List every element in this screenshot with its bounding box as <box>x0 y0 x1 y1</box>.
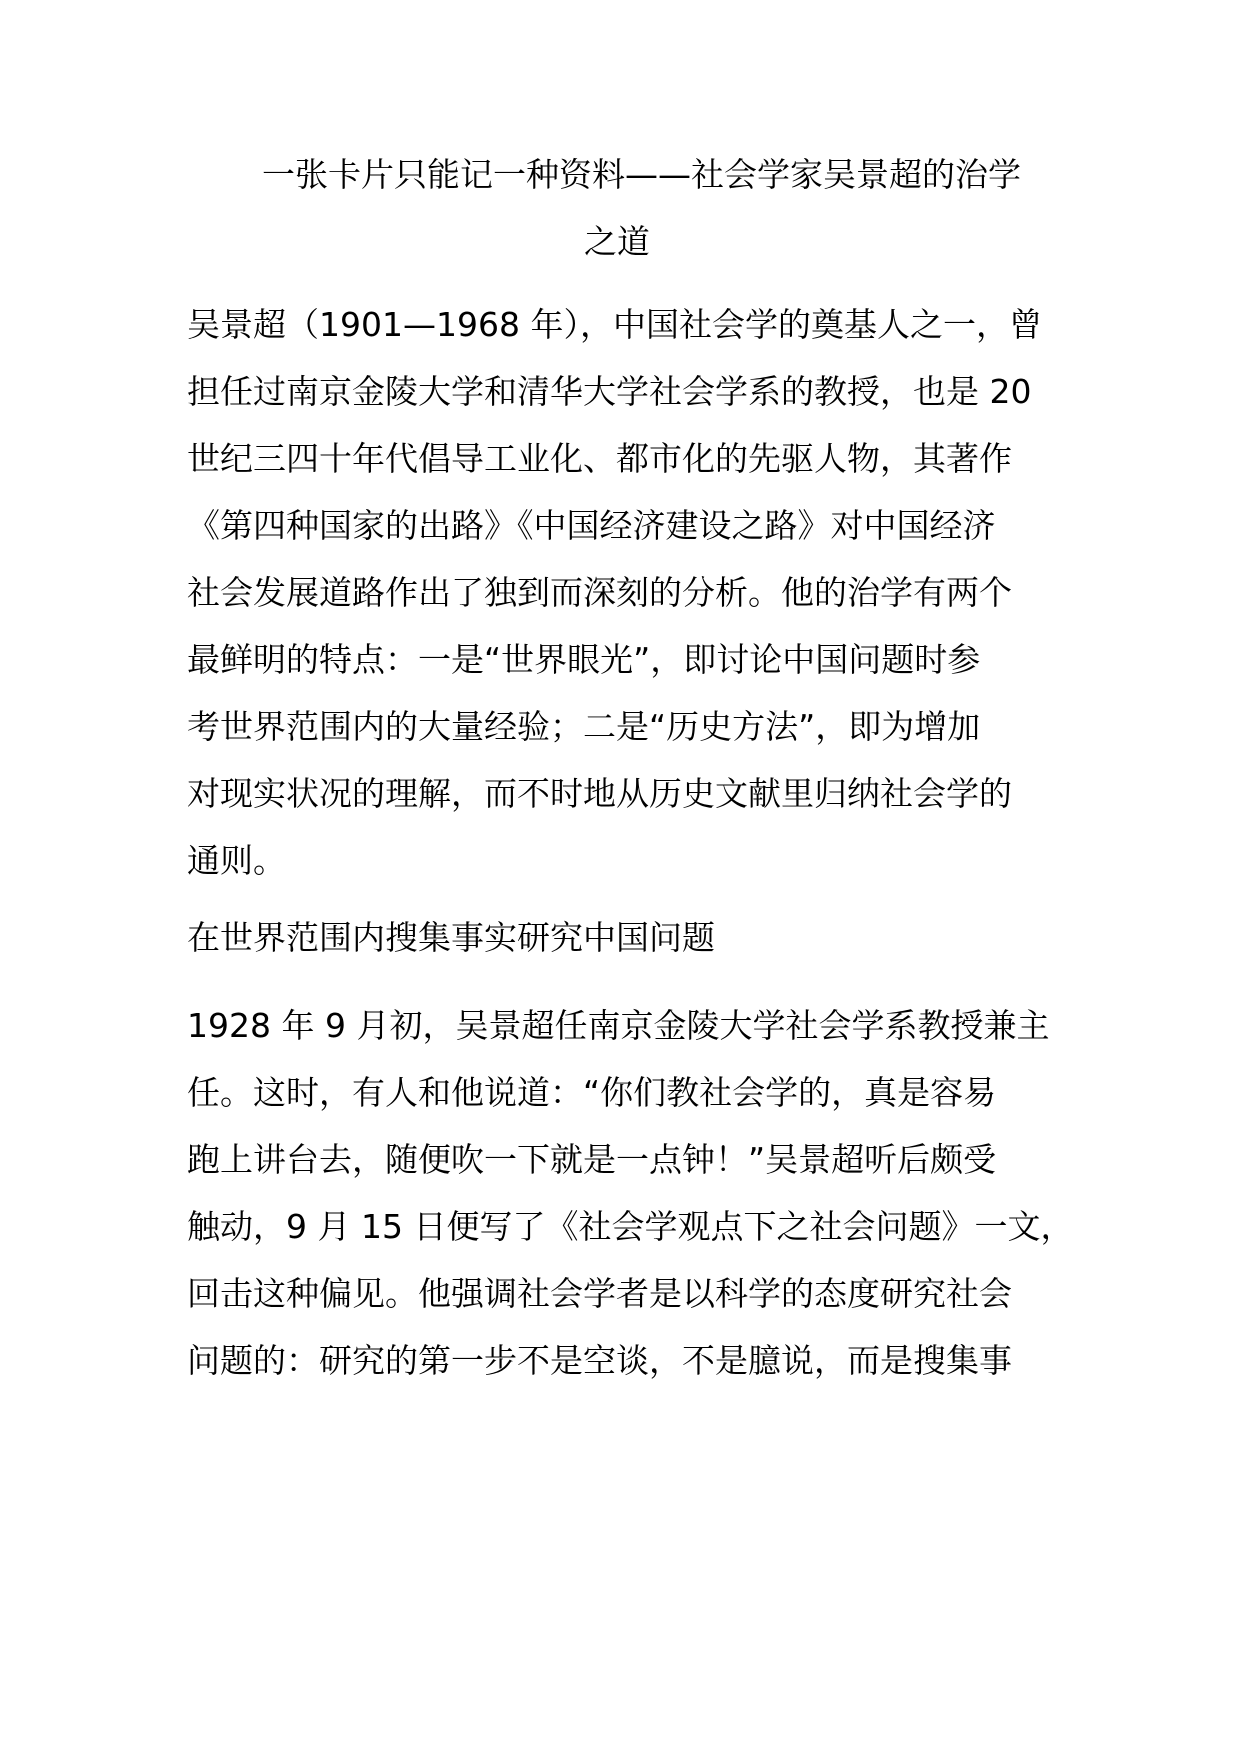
section-line: 问题的：研究的第一步不是空谈，不是臆说，而是搜集事 <box>187 1341 1012 1380</box>
section-heading: 在世界范围内搜集事实研究中国问题 <box>187 918 715 957</box>
document-title-line-1: 一张卡片只能记一种资料——社会学家吴景超的治学 <box>262 155 1021 194</box>
intro-line: 世纪三四十年代倡导工业化、都市化的先驱人物，其著作 <box>187 439 1012 478</box>
section-line: 回击这种偏见。他强调社会学者是以科学的态度研究社会 <box>187 1274 1012 1313</box>
intro-line: 担任过南京金陵大学和清华大学社会学系的教授，也是 20 <box>187 372 1032 411</box>
section-line: 触动，9 月 15 日便写了《社会学观点下之社会问题》一文， <box>187 1207 1074 1246</box>
intro-line: 最鲜明的特点：一是“世界眼光”，即讨论中国问题时参 <box>187 640 981 679</box>
intro-line: 通则。 <box>187 841 286 880</box>
intro-line: 对现实状况的理解，而不时地从历史文献里归纳社会学的 <box>187 774 1012 813</box>
document-title-line-2: 之道 <box>584 222 650 261</box>
section-line: 跑上讲台去，随便吹一下就是一点钟！”吴景超听后颇受 <box>187 1140 997 1179</box>
intro-line: 《第四种国家的出路》《中国经济建设之路》对中国经济 <box>187 506 996 545</box>
intro-line: 社会发展道路作出了独到而深刻的分析。他的治学有两个 <box>187 573 1012 612</box>
section-line: 任。这时，有人和他说道：“你们教社会学的，真是容易 <box>187 1073 997 1112</box>
intro-line: 吴景超（1901—1968 年），中国社会学的奠基人之一，曾 <box>187 305 1042 344</box>
intro-line: 考世界范围内的大量经验；二是“历史方法”，即为增加 <box>187 707 981 746</box>
section-line: 1928 年 9 月初，吴景超任南京金陵大学社会学系教授兼主 <box>187 1006 1050 1045</box>
